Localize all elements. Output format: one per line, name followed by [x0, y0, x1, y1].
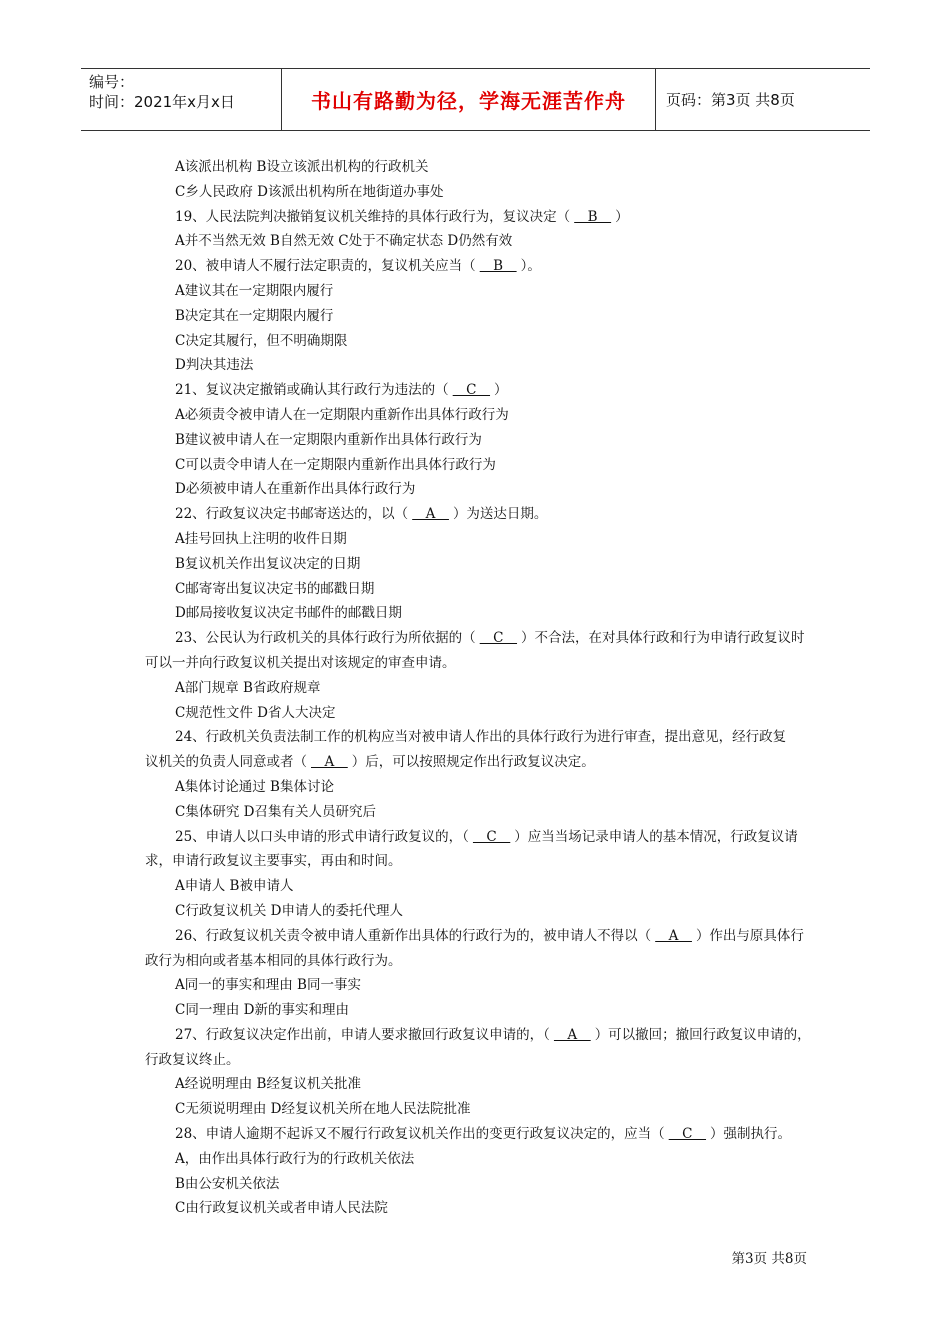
line-text: A同一的事实和理由 B同一事实 [175, 977, 361, 994]
line-suffix: ） [494, 382, 508, 399]
question-line [145, 725, 810, 750]
line-text: A该派出机构 B设立该派出机构的行政机关 [175, 159, 429, 175]
line-text: C无须说明理由 D经复议机关所在地人民法院批准 [175, 1101, 471, 1118]
option-line [145, 428, 810, 453]
answer-blank: C [472, 828, 511, 845]
header-meta [81, 69, 282, 130]
line-suffix: ）。 [520, 258, 541, 275]
answer-blank: C [668, 1126, 707, 1143]
option-line [145, 353, 810, 378]
line-suffix: ）不合法，在对具体行政和行为申请行政复议时 [521, 630, 805, 647]
line-text: 25、申请人以口头申请的形式申请行政复议的，（ [175, 828, 469, 845]
line-text: C邮寄寄出复议决定书的邮戳日期 [175, 580, 375, 597]
option-line [145, 701, 810, 726]
line-text: 27、行政复议决定作出前，申请人要求撤回行政复议申请的，（ [175, 1026, 550, 1043]
question-line [145, 924, 810, 949]
option-line [145, 403, 810, 428]
line-text: 28、申请人逾期不起诉又不履行行政复议机关作出的变更行政复议决定的，应当（ [175, 1126, 665, 1143]
option-line [145, 899, 810, 924]
answer-blank: A [412, 506, 449, 523]
line-text: 20、被申请人不履行法定职责的，复议机关应当（ [175, 258, 476, 275]
option-line [145, 1072, 810, 1097]
answer-blank: C [452, 382, 491, 399]
line-text: D判决其违法 [175, 357, 254, 374]
option-line [145, 1147, 810, 1172]
continuation-line [145, 849, 810, 874]
line-text: A，由作出具体行政行为的行政机关依法 [175, 1150, 415, 1167]
question-line [145, 1122, 810, 1147]
line-text: 24、行政机关负责法制工作的机构应当对被申请人作出的具体行政行为进行审查，提出意见，经行政复 [175, 729, 787, 746]
line-text: 23、公民认为行政机关的具体行政行为所依据的（ [175, 630, 476, 647]
option-line [145, 155, 810, 180]
option-line [145, 304, 810, 329]
question-line [145, 825, 810, 850]
line-text: C行政复议机关 D申请人的委托代理人 [175, 902, 403, 919]
line-text: 求，申请行政复议主要事实，再由和时间。 [145, 853, 402, 870]
line-text: 21、复议决定撤销或确认其行政行为违法的（ [175, 382, 449, 399]
line-text: 政行为相向或者基本相同的具体行政行为。 [145, 952, 402, 969]
question-line [145, 1023, 810, 1048]
line-text: A集体讨论通过 B集体讨论 [175, 778, 334, 795]
line-suffix: ） [615, 208, 629, 225]
line-suffix: ）可以撤回；撤回行政复议申请的， [594, 1026, 811, 1043]
line-text: B建议被申请人在一定期限内重新作出具体行政行为 [175, 431, 482, 448]
option-line [145, 279, 810, 304]
continuation-line [145, 1048, 810, 1073]
question-line [145, 378, 810, 403]
option-line [145, 1196, 810, 1221]
line-text: B复议机关作出复议决定的日期 [175, 555, 361, 572]
option-line [145, 527, 810, 552]
line-suffix: ）为送达日期。 [452, 506, 548, 523]
page-header [81, 68, 870, 131]
line-text: B由公安机关依法 [175, 1175, 280, 1192]
line-text: C决定其履行，但不明确期限 [175, 332, 348, 349]
line-text: D必须被申请人在重新作出具体行政行为 [175, 481, 416, 498]
code-label: 编号： [89, 73, 135, 91]
line-text: 可以一并向行政复议机关提出对该规定的审查申请。 [145, 654, 456, 671]
line-text: C集体研究 D召集有关人员研究后 [175, 803, 376, 820]
option-line [145, 329, 810, 354]
header-motto: 书山有路勤为径，学海无涯苦作舟 [282, 69, 656, 130]
option-line [145, 874, 810, 899]
line-suffix: ）作出与原具体行 [695, 927, 804, 944]
answer-blank: A [655, 927, 692, 944]
line-text: C规范性文件 D省人大决定 [175, 704, 336, 721]
option-line [145, 477, 810, 502]
option-line [145, 552, 810, 577]
line-text: 22、行政复议决定书邮寄送达的，以（ [175, 506, 409, 523]
option-line [145, 676, 810, 701]
line-text: 行政复议终止。 [145, 1051, 240, 1068]
line-text: A并不当然无效 B自然无效 C处于不确定状态 D仍然有效 [175, 233, 513, 250]
option-line [145, 1172, 810, 1197]
header-page-info: 页码：第3页 共8页 [666, 91, 795, 109]
line-suffix: ）强制执行。 [710, 1126, 792, 1143]
continuation-line [145, 651, 810, 676]
question-line [145, 502, 810, 527]
line-text: A经说明理由 B经复议机关批准 [175, 1076, 361, 1093]
option-line [145, 601, 810, 626]
question-line [145, 205, 810, 230]
option-line [145, 1097, 810, 1122]
question-line [145, 626, 810, 651]
option-line [145, 229, 810, 254]
option-line [145, 800, 810, 825]
question-line [145, 254, 810, 279]
option-line [145, 577, 810, 602]
option-line [145, 453, 810, 478]
line-text: C由行政复议机关或者申请人民法院 [175, 1200, 388, 1217]
document-body [145, 155, 810, 1221]
line-text: 19、人民法院判决撤销复议机关维持的具体行政行为，复议决定（ [175, 208, 571, 225]
time-label: 时间：2021年x月x日 [89, 93, 235, 111]
line-text: A申请人 B被申请人 [175, 878, 294, 895]
line-text: C同一理由 D新的事实和理由 [175, 1002, 349, 1019]
answer-blank: A [553, 1026, 591, 1043]
line-suffix: ）应当当场记录申请人的基本情况，行政复议请 [514, 828, 798, 845]
line-text: C可以责令申请人在一定期限内重新作出具体行政行为 [175, 456, 496, 473]
continuation-line [145, 750, 810, 775]
answer-blank: C [479, 630, 518, 647]
option-line [145, 973, 810, 998]
continuation-line [145, 949, 810, 974]
line-text: A部门规章 B省政府规章 [175, 679, 321, 696]
option-line [145, 775, 810, 800]
option-line [145, 998, 810, 1023]
line-text: 议机关的负责人同意或者（ [145, 754, 307, 771]
answer-blank: B [574, 208, 612, 225]
line-text: B决定其在一定期限内履行 [175, 307, 334, 324]
answer-blank: A [311, 754, 348, 771]
line-text: C乡人民政府 D该派出机构所在地街道办事处 [175, 183, 444, 200]
line-text: D邮局接收复议决定书邮件的邮戳日期 [175, 605, 402, 622]
option-line [145, 180, 810, 205]
answer-blank: B [479, 258, 517, 275]
line-text: 26、行政复议机关责令被申请人重新作出具体的行政行为的，被申请人不得以（ [175, 927, 652, 944]
line-text: A建议其在一定期限内履行 [175, 282, 334, 299]
page-footer: 第3页 共8页 [731, 1251, 807, 1267]
line-suffix: ）后，可以按照规定作出行政复议决定。 [351, 754, 595, 771]
line-text: A挂号回执上注明的收件日期 [175, 530, 347, 547]
line-text: A必须责令被申请人在一定期限内重新作出具体行政行为 [175, 406, 509, 423]
